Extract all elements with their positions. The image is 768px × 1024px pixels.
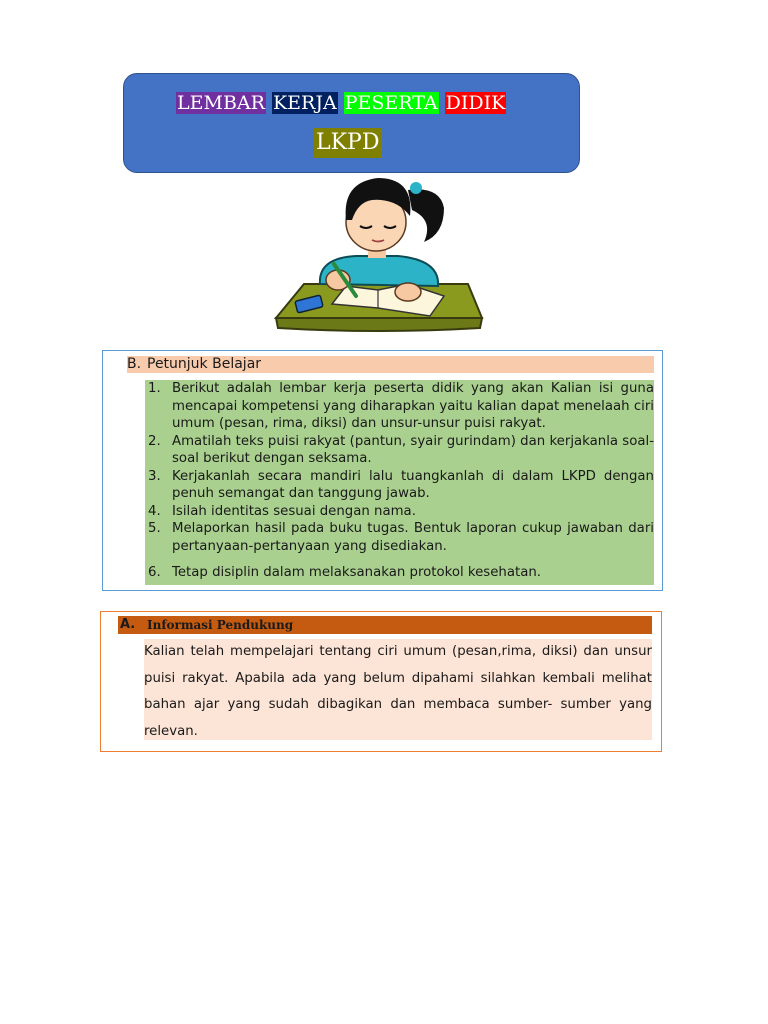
title-word-lembar: LEMBAR xyxy=(177,92,265,114)
section-letter: A. xyxy=(120,617,136,632)
section-title: Informasi Pendukung xyxy=(147,618,294,632)
list-item: 2. Amatilah teks puisi rakyat (pantun, syair gurindam) dan kerjakanla soal- soal berikut dengan seksama. xyxy=(148,433,654,466)
learning-instructions-heading xyxy=(127,356,654,373)
list-item: 3. Kerjakanlah secara mandiri lalu tuangkanlah di dalam LKPD dengan penuh semangat dan tanggung jawab. xyxy=(148,468,654,501)
learning-instructions-box xyxy=(102,350,663,591)
title-banner xyxy=(123,73,580,173)
list-item: 5. Melaporkan hasil pada buku tugas. Bentuk laporan cukup jawaban dari pertanyaan-pertanyaan yang disediakan. xyxy=(148,521,654,554)
section-title: Petunjuk Belajar xyxy=(147,356,262,372)
title-word-didik: DIDIK xyxy=(445,92,506,114)
supporting-info-text: Kalian telah mempelajari tentang ciri umum (pesan,rima, diksi) dan unsur puisi rakyat. Apabila ada yang belum dipahami silahkan kembali melihat bahan ajar yang sudah dibagikan dan membaca sumber- sumber yang relevan. xyxy=(144,639,652,740)
list-item: 4. Isilah identitas sesuai dengan nama. xyxy=(148,503,416,519)
list-item: 1. Berikut adalah lembar kerja peserta didik yang akan Kalian isi guna mencapai kompetensi yang diharapkan yaitu kalian dapat menelaah ciri umum (pesan, rima, diksi) dan unsur-unsur puisi rakyat. xyxy=(148,381,654,431)
supporting-info-heading xyxy=(118,616,652,634)
document-title xyxy=(176,91,506,115)
supporting-info-box xyxy=(100,611,662,752)
document-subtitle: LKPD xyxy=(314,128,382,158)
girl-writing-at-desk-icon xyxy=(268,168,488,336)
instruction-list xyxy=(145,380,654,585)
section-letter: B. xyxy=(127,356,142,372)
title-word-peserta: PESERTA xyxy=(344,92,438,114)
title-word-kerja: KERJA xyxy=(272,92,337,114)
list-item: 6. Tetap disiplin dalam melaksanakan protokol kesehatan. xyxy=(148,565,542,580)
